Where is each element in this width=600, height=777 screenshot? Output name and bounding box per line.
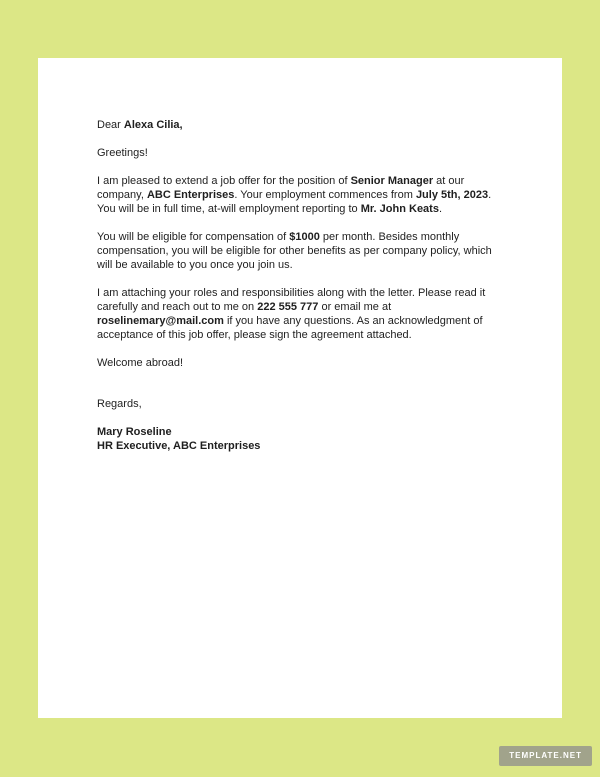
closing-welcome: Welcome abroad! xyxy=(97,357,184,369)
signature-title: HR Executive, ABC Enterprises xyxy=(97,440,261,452)
paragraph-offer xyxy=(97,174,500,216)
salutation-line xyxy=(97,118,500,132)
text-segment: . Your employment commences from xyxy=(234,189,416,201)
text-segment: I am pleased to extend a job offer for the position of xyxy=(97,175,351,187)
text-segment: if you have any questions. As an acknowledgment of acceptance of this job offer, please sign the agreement attached. xyxy=(97,315,483,341)
letter-paper xyxy=(38,58,562,718)
greeting-line: Greetings! xyxy=(97,147,148,159)
text-segment: at our company, xyxy=(97,175,465,201)
text-segment: . xyxy=(438,203,443,215)
template-net-watermark: TEMPLATE.NET xyxy=(499,746,592,766)
recipient-name: Alexa Cilia, xyxy=(123,119,183,131)
salary-amount: $1000 xyxy=(289,231,320,243)
text-segment: or email me at xyxy=(318,301,392,313)
paragraph-attachment xyxy=(97,286,500,342)
letter-body xyxy=(38,58,562,453)
paragraph-compensation xyxy=(97,230,500,272)
manager-name: Mr. John Keats xyxy=(360,203,439,215)
signature-name: Mary Roseline xyxy=(97,426,172,438)
text-segment: per month. Besides monthly compensation, you will be eligible for other benefits as per company policy, which will be available to you once you join us. xyxy=(97,231,492,271)
closing-regards: Regards, xyxy=(97,398,142,410)
text-segment: I am attaching your roles and responsibilities along with the letter. Please read it carefully and reach out to me on xyxy=(97,287,486,313)
start-date: July 5th, 2023 xyxy=(415,189,489,201)
email-address: roselinemary@mail.com xyxy=(97,315,224,327)
text-segment: You will be eligible for compensation of xyxy=(97,231,290,243)
phone-number: 222 555 777 xyxy=(257,301,319,313)
text-segment: . You will be in full time, at-will employment reporting to xyxy=(97,189,492,215)
position-title: Senior Manager xyxy=(350,175,434,187)
company-name: ABC Enterprises xyxy=(146,189,235,201)
salutation-prefix: Dear xyxy=(97,119,124,131)
